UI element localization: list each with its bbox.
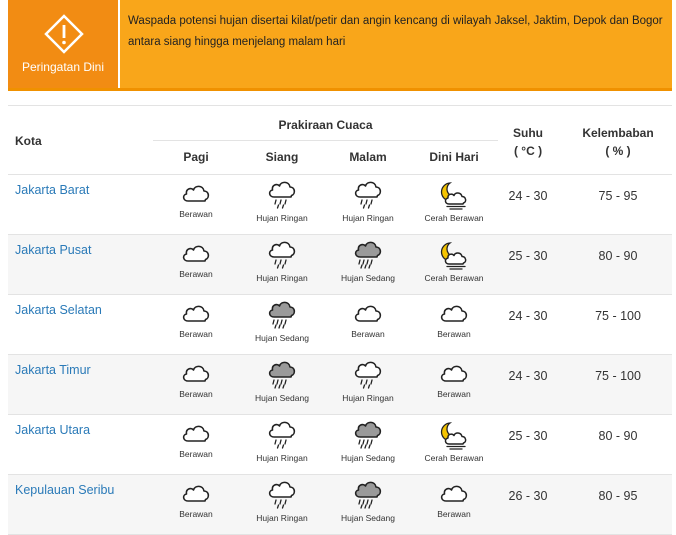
table-row (8, 415, 672, 475)
forecast-cell-dini (411, 360, 497, 399)
weather-label: Berawan (437, 509, 471, 519)
weather-label: Hujan Ringan (256, 273, 308, 283)
weather-label: Berawan (179, 389, 213, 399)
cloud-icon (411, 480, 497, 506)
city-link[interactable]: Jakarta Timur (15, 363, 91, 377)
early-warning-banner (8, 0, 672, 91)
weather-label: Cerah Berawan (424, 273, 484, 283)
forecast-cell-dini (411, 480, 497, 519)
weather-label: Hujan Ringan (342, 393, 394, 403)
weather-label: Hujan Sedang (341, 513, 395, 523)
temperature-value: 25 - 30 (508, 429, 548, 443)
forecast-cell-malam (325, 300, 411, 339)
city-link[interactable]: Jakarta Pusat (15, 243, 92, 257)
cloud-icon (153, 240, 239, 266)
forecast-cell-siang (239, 420, 325, 463)
forecast-cell-malam (325, 420, 411, 463)
header-dini-hari: Dini Hari (429, 150, 479, 164)
warning-icon (44, 14, 84, 54)
header-prakiraan: Prakiraan Cuaca (278, 118, 373, 132)
moderate-rain-icon (325, 240, 411, 270)
weather-label: Hujan Sedang (341, 453, 395, 463)
light-rain-icon (239, 480, 325, 510)
forecast-cell-siang (239, 360, 325, 403)
temperature-value: 24 - 30 (508, 369, 548, 383)
table-body (8, 175, 672, 535)
moon-cloud-icon (411, 420, 497, 450)
humidity-value: 80 - 95 (598, 489, 638, 503)
table-row (8, 175, 672, 235)
forecast-cell-dini (411, 240, 497, 283)
moderate-rain-icon (325, 420, 411, 450)
weather-label: Berawan (351, 329, 385, 339)
forecast-cell-pagi (153, 360, 239, 399)
header-suhu (498, 124, 558, 160)
light-rain-icon (325, 360, 411, 390)
cloud-icon (153, 300, 239, 326)
light-rain-icon (239, 240, 325, 270)
table-row (8, 475, 672, 535)
warning-label: Peringatan Dini (21, 60, 105, 74)
moon-cloud-icon (411, 180, 497, 210)
weather-label: Berawan (179, 269, 213, 279)
header-malam: Malam (349, 150, 387, 164)
city-link[interactable]: Jakarta Selatan (15, 303, 102, 317)
cloud-icon (153, 180, 239, 206)
temperature-value: 24 - 30 (508, 309, 548, 323)
forecast-cell-malam (325, 360, 411, 403)
table-row (8, 235, 672, 295)
header-suhu-label: Suhu (513, 126, 543, 140)
forecast-cell-dini (411, 420, 497, 463)
header-kelembaban (568, 124, 668, 160)
forecast-cell-dini (411, 300, 497, 339)
weather-label: Hujan Sedang (341, 273, 395, 283)
forecast-cell-malam (325, 240, 411, 283)
header-pagi: Pagi (183, 150, 209, 164)
weather-label: Hujan Ringan (342, 213, 394, 223)
weather-label: Hujan Ringan (256, 453, 308, 463)
weather-label: Berawan (179, 329, 213, 339)
moon-cloud-icon (411, 240, 497, 270)
forecast-cell-pagi (153, 480, 239, 519)
city-link[interactable]: Jakarta Barat (15, 183, 90, 197)
city-link[interactable]: Jakarta Utara (15, 423, 91, 437)
warning-text: Waspada potensi hujan disertai kilat/petir dan angin kencang di wilayah Jaksel, Jaktim, Depok dan Bogor antara siang hingga menjelang malam hari (128, 15, 663, 48)
temperature-value: 26 - 30 (508, 489, 548, 503)
weather-label: Hujan Ringan (256, 513, 308, 523)
cloud-icon (411, 300, 497, 326)
humidity-value: 80 - 90 (598, 249, 638, 263)
weather-label: Berawan (179, 449, 213, 459)
weather-label: Hujan Ringan (256, 213, 308, 223)
temperature-value: 25 - 30 (508, 249, 548, 263)
forecast-cell-malam (325, 180, 411, 223)
weather-label: Hujan Sedang (255, 333, 309, 343)
humidity-value: 75 - 100 (595, 309, 641, 323)
forecast-cell-malam (325, 480, 411, 523)
forecast-table (8, 105, 672, 535)
cloud-icon (153, 480, 239, 506)
weather-label: Cerah Berawan (424, 453, 484, 463)
header-kota: Kota (15, 134, 42, 148)
header-kelembaban-label: Kelembaban (582, 126, 654, 140)
forecast-cell-siang (239, 240, 325, 283)
table-row (8, 355, 672, 415)
weather-label: Berawan (437, 389, 471, 399)
forecast-cell-dini (411, 180, 497, 223)
header-kelembaban-unit: ( % ) (605, 144, 631, 158)
header-suhu-unit: ( °C ) (513, 144, 543, 158)
cloud-icon (153, 420, 239, 446)
forecast-cell-siang (239, 300, 325, 343)
city-link[interactable]: Kepulauan Seribu (15, 483, 115, 497)
forecast-cell-pagi (153, 180, 239, 219)
humidity-value: 75 - 100 (595, 369, 641, 383)
cloud-icon (325, 300, 411, 326)
weather-label: Cerah Berawan (424, 213, 484, 223)
moderate-rain-icon (239, 300, 325, 330)
cloud-icon (153, 360, 239, 386)
forecast-cell-pagi (153, 420, 239, 459)
light-rain-icon (239, 420, 325, 450)
light-rain-icon (239, 180, 325, 210)
table-header (8, 105, 672, 175)
temperature-value: 24 - 30 (508, 189, 548, 203)
forecast-cell-siang (239, 480, 325, 523)
cloud-icon (411, 360, 497, 386)
weather-label: Berawan (437, 329, 471, 339)
moderate-rain-icon (239, 360, 325, 390)
table-row (8, 295, 672, 355)
warning-badge (8, 0, 120, 88)
weather-label: Berawan (179, 209, 213, 219)
forecast-cell-siang (239, 180, 325, 223)
header-siang: Siang (265, 150, 299, 164)
light-rain-icon (325, 180, 411, 210)
weather-label: Berawan (179, 509, 213, 519)
humidity-value: 80 - 90 (598, 429, 638, 443)
forecast-cell-pagi (153, 300, 239, 339)
header-divider (153, 140, 498, 141)
forecast-cell-pagi (153, 240, 239, 279)
humidity-value: 75 - 95 (598, 189, 638, 203)
weather-label: Hujan Sedang (255, 393, 309, 403)
moderate-rain-icon (325, 480, 411, 510)
